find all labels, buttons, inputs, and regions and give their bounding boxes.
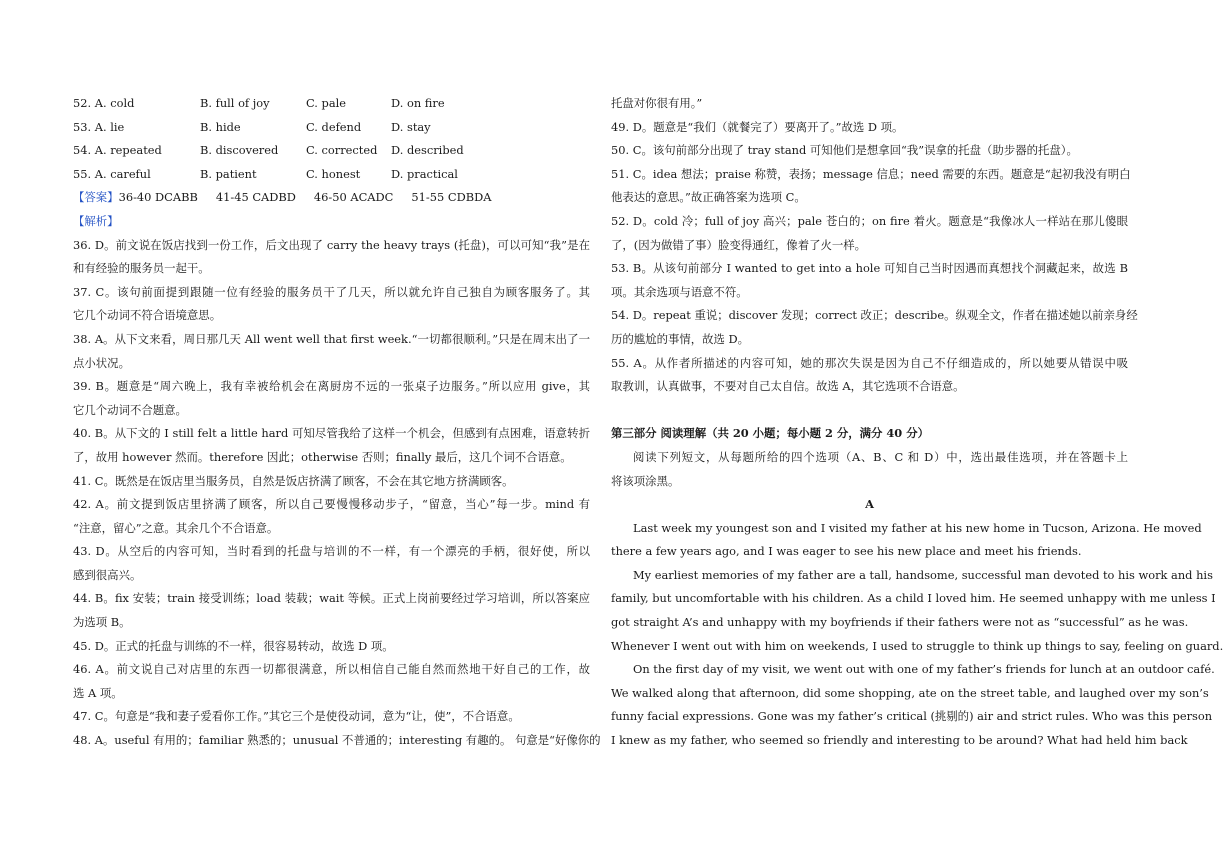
- analysis-line: 托盘对你很有用。”: [611, 96, 703, 110]
- option-row: [73, 116, 590, 140]
- passage-line: got straight A’s and unhappy with my boyfriends if their fathers were not as “successful” as he was.: [611, 615, 1189, 630]
- analysis-line: 51. C。idea 想法；praise 称赞，表扬；message 信息；need 需要的东西。题意是“起初我没有明白: [611, 166, 1131, 181]
- analysis-line: 42. A。前文提到饭店里挤满了顾客，所以自己要慢慢移动步子，“留意，当心”每一步。mind 有: [73, 497, 590, 512]
- answer-group: 41-45 CADBD: [215, 190, 296, 205]
- answer-group: 51-55 CDBDA: [411, 190, 492, 205]
- option-d: D. on fire: [391, 96, 445, 110]
- analysis-line: 36. D。前文说在饭店找到一份工作，后文出现了 carry the heavy trays (托盘)，可以可知“我”是在: [73, 237, 590, 252]
- analysis-line: 37. C。该句前面提到跟随一位有经验的服务员干了几天，所以就允许自己独自为顾客服务了。其: [73, 284, 590, 299]
- analysis-line: 47. C。句意是“我和妻子爱看你工作。”其它三个是使役动词，意为“让，使”，不合语意。: [73, 709, 520, 724]
- answer-line: [73, 186, 590, 210]
- option-b: B. hide: [200, 119, 241, 134]
- option-c: C. corrected: [306, 143, 378, 158]
- passage-line: there a few years ago, and I was eager to see his new place and meet his friends.: [611, 544, 1082, 559]
- analysis-line: 它几个动词不符合语境意思。: [73, 308, 222, 323]
- passage-line: funny facial expressions. Gone was my father’s critical (挑剔的) air and strict rules. Who was this person: [611, 709, 1213, 724]
- passage-label: A: [865, 497, 874, 512]
- analysis-line: 感到很高兴。: [73, 567, 142, 582]
- option-a: 53. A. lie: [73, 119, 125, 134]
- analysis-line: 49. D。题意是“我们（就餐完了）要离开了。”故选 D 项。: [611, 119, 904, 134]
- option-row: [73, 139, 590, 163]
- analysis-line: 40. B。从下文的 I still felt a little hard 可知尽管我给了这样一个机会，但感到有点困难，语意转折: [73, 426, 590, 441]
- analysis-line: 历的尴尬的事情，故选 D。: [611, 331, 750, 346]
- option-d: D. described: [391, 143, 464, 158]
- analysis-line: 取教训，认真做事，不要对自己太自信。故选 A，其它选项不合语意。: [611, 379, 965, 394]
- analysis-line: 54. D。repeat 重说；discover 发现；correct 改正；describe。纵观全文，作者在描述她以前亲身经: [611, 308, 1138, 323]
- passage-line: I knew as my father, who seemed so friendly and interesting to be around? What had held him back: [611, 733, 1188, 748]
- analysis-line: 他表达的意思。”故正确答案为选项 C。: [611, 190, 806, 205]
- option-b: B. full of joy: [200, 96, 270, 110]
- passage-line: family, but uncomfortable with his children. As a child I loved him. He seemed unhappy with me unless I: [611, 591, 1216, 606]
- passage-line: On the first day of my visit, we went out with one of my father’s friends for lunch at an outdoor café.: [633, 662, 1215, 677]
- analysis-line: 41. C。既然是在饭店里当服务员，自然是饭店挤满了顾客，不会在其它地方挤满顾客。: [73, 473, 514, 488]
- answer-group: 36-40 DCABB: [118, 190, 198, 205]
- analysis-line: 了，故用 however 然而。therefore 因此；otherwise 否则；finally 最后，这几个词不合语意。: [73, 449, 572, 464]
- analysis-line: 和有经验的服务员一起干。: [73, 261, 210, 276]
- analysis-tag: 【解析】: [73, 213, 119, 228]
- option-a: 52. A. cold: [73, 96, 135, 110]
- passage-line: We walked along that afternoon, did some shopping, ate on the street table, and laughed over my son’s: [611, 685, 1209, 700]
- section-title: 第三部分 阅读理解（共 20 小题；每小题 2 分，满分 40 分）: [611, 426, 929, 441]
- analysis-line: 39. B。题意是“周六晚上，我有幸被给机会在离厨房不远的一张桌子边服务。”所以应用 give，其: [73, 379, 590, 394]
- option-d: D. stay: [391, 119, 431, 134]
- analysis-line: 38. A。从下文来看，周日那几天 All went well that first week.“一切都很顺利。”只是在周末出了一: [73, 331, 590, 346]
- analysis-line: 55. A。从作者所描述的内容可知，她的那次失误是因为自己不仔细造成的，所以她要从错误中吸: [611, 355, 1128, 370]
- analysis-line: 点小状况。: [73, 355, 130, 370]
- option-c: C. honest: [306, 166, 361, 181]
- analysis-line: 选 A 项。: [73, 685, 123, 700]
- left-column: [73, 92, 601, 753]
- instruction-line: 将该项涂黑。: [611, 473, 680, 488]
- option-a: 55. A. careful: [73, 166, 151, 181]
- passage-line: Whenever I went out with him on weekends, I used to struggle to think up things to say, feeling on guard.: [611, 638, 1223, 653]
- analysis-line: 46. A。前文说自己对店里的东西一切都很满意，所以相信自己能自然而然地干好自己的工作，故: [73, 662, 590, 677]
- option-c: C. defend: [306, 119, 362, 134]
- option-d: D. practical: [391, 166, 458, 181]
- option-b: B. patient: [200, 166, 257, 181]
- option-a: 54. A. repeated: [73, 143, 162, 158]
- analysis-line: “注意，留心”之意。其余几个不合语意。: [73, 520, 279, 535]
- option-row: [73, 163, 590, 187]
- analysis-line: 为选项 B。: [73, 615, 131, 630]
- analysis-line: 45. D。正式的托盘与训练的不一样，很容易转动，故选 D 项。: [73, 638, 394, 653]
- analysis-line: 了，(因为做错了事）脸变得通红，像着了火一样。: [611, 237, 867, 252]
- analysis-line: 53. B。从该句前部分 I wanted to get into a hole 可知自己当时因遇而真想找个洞藏起来，故选 B: [611, 261, 1128, 276]
- instruction-line: 阅读下列短文，从每题所给的四个选项（A、B、C 和 D）中，选出最佳选项，并在答题卡上: [633, 449, 1128, 464]
- passage-line: Last week my youngest son and I visited my father at his new home in Tucson, Arizona. He moved: [633, 520, 1202, 535]
- right-column: [611, 92, 1223, 753]
- option-b: B. discovered: [200, 143, 279, 158]
- answer-tag: 【答案】: [73, 190, 119, 205]
- analysis-line: 它几个动词不合题意。: [73, 402, 187, 417]
- analysis-line: 48. A。useful 有用的；familiar 熟悉的；unusual 不普通的；interesting 有趣的。 句意是“好像你的: [73, 733, 601, 748]
- option-row: [73, 92, 590, 116]
- option-c: C. pale: [306, 96, 347, 110]
- analysis-line: 项。其余选项与语意不符。: [611, 284, 748, 299]
- spacer: [611, 399, 1128, 423]
- passage-line: My earliest memories of my father are a tall, handsome, successful man devoted to his work and his: [633, 567, 1213, 582]
- analysis-line: 50. C。该句前部分出现了 tray stand 可知他们是想拿回“我”误拿的托盘（助步器的托盘）。: [611, 143, 1078, 158]
- analysis-line: 43. D。从空后的内容可知，当时看到的托盘与培训的不一样，有一个漂亮的手柄，很好使，所以: [73, 544, 590, 559]
- analysis-line: 52. D。cold 冷；full of joy 高兴；pale 苍白的；on fire 着火。题意是“我像冰人一样站在那儿傻眼: [611, 213, 1128, 228]
- answer-group: 46-50 ACADC: [313, 190, 394, 205]
- analysis-line: 44. B。fix 安装；train 接受训练；load 装载；wait 等候。正式上岗前要经过学习培训，所以答案应: [73, 591, 590, 606]
